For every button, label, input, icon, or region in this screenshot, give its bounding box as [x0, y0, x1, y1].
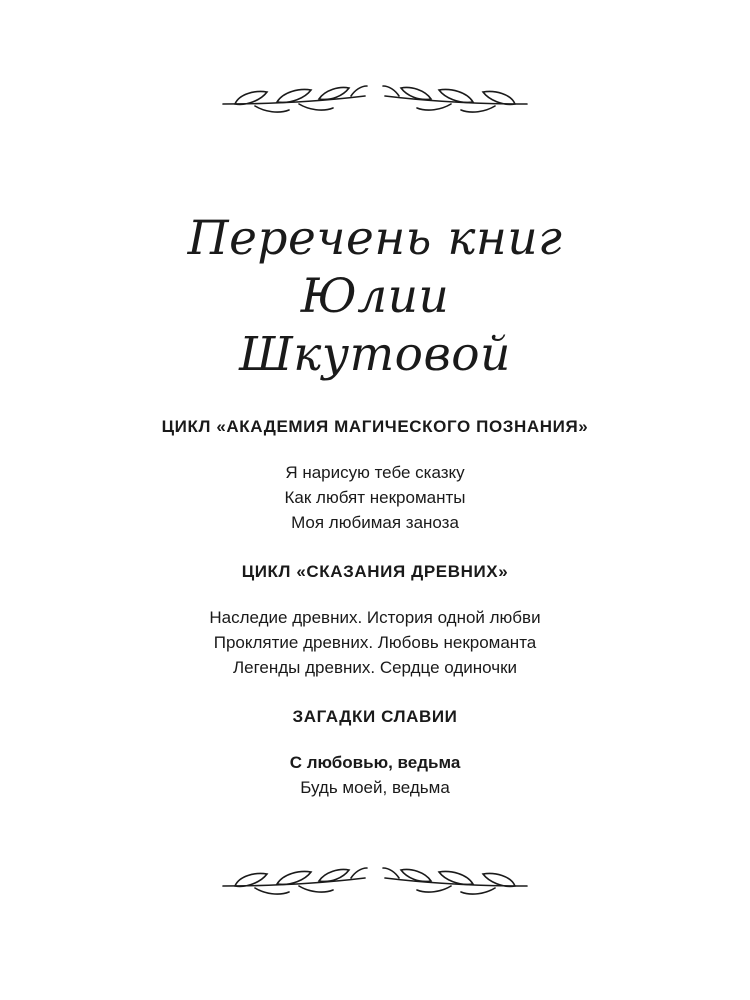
- book-item: Как любят некроманты: [284, 488, 466, 507]
- title-line-1: Перечень книг: [187, 211, 563, 266]
- page-title: [0, 210, 750, 384]
- top-laurel-ornament: [0, 82, 750, 122]
- title-line-2: Юлии: [300, 269, 450, 324]
- section-heading-legends: ЦИКЛ «СКАЗАНИЯ ДРЕВНИХ»: [241, 562, 509, 581]
- book-item: Проклятие древних. Любовь некроманта: [213, 633, 537, 652]
- bottom-laurel-ornament: [0, 864, 750, 904]
- book-item: Я нарисую тебе сказку: [285, 463, 465, 482]
- book-item: Наследие древних. История одной любви: [209, 608, 541, 627]
- book-list: [0, 414, 750, 800]
- book-item: Будь моей, ведьма: [300, 778, 450, 797]
- title-line-3: Шкутовой: [239, 327, 511, 382]
- section-heading-academy: ЦИКЛ «АКАДЕМИЯ МАГИЧЕСКОГО ПОЗНАНИЯ»: [161, 417, 589, 436]
- laurel-icon: [215, 864, 535, 904]
- book-item: Моя любимая заноза: [291, 513, 459, 532]
- book-item: С любовью, ведьма: [289, 753, 461, 772]
- laurel-icon: [215, 82, 535, 122]
- book-item: Легенды древних. Сердце одиночки: [232, 658, 518, 677]
- section-heading-slavia: ЗАГАДКИ СЛАВИИ: [292, 707, 458, 726]
